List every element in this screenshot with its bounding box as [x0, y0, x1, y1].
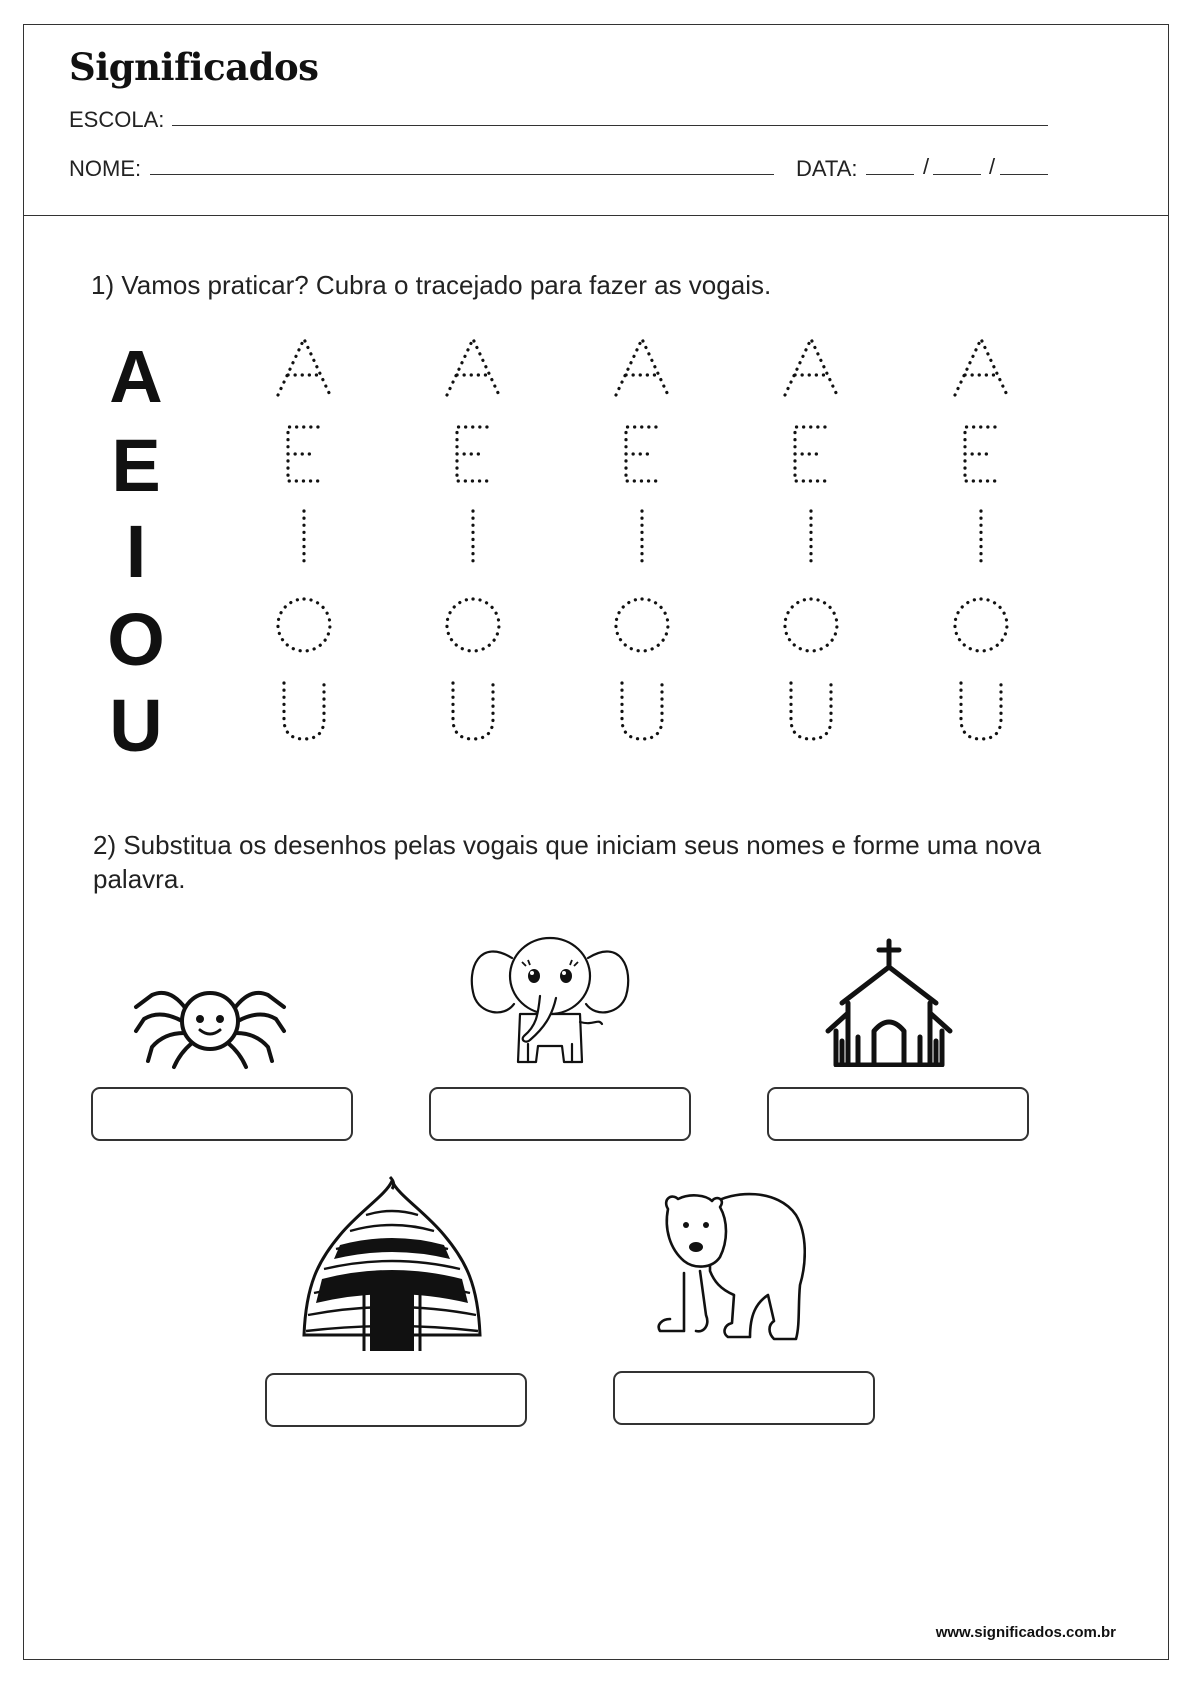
- tracing-letter-e[interactable]: [274, 423, 336, 485]
- vowel-model-o: O: [107, 598, 165, 681]
- bear-icon: [650, 1185, 806, 1345]
- header-divider: [24, 215, 1168, 216]
- answer-box-church[interactable]: [767, 1087, 1029, 1141]
- date-month-line[interactable]: [933, 174, 981, 175]
- tracing-letter-i[interactable]: [443, 509, 505, 571]
- tracing-letter-u[interactable]: [951, 681, 1013, 743]
- tracing-letter-e[interactable]: [612, 423, 674, 485]
- tracing-letter-o[interactable]: [612, 595, 674, 657]
- vowel-model-e: E: [111, 424, 161, 507]
- school-line[interactable]: [172, 125, 1048, 126]
- vowel-model-u: U: [109, 684, 163, 767]
- tracing-letter-a[interactable]: [612, 337, 674, 399]
- spider-icon: [130, 975, 290, 1071]
- tracing-letter-o[interactable]: [443, 595, 505, 657]
- answer-box-hut[interactable]: [265, 1373, 527, 1427]
- brand-logo: Significados: [69, 45, 319, 89]
- tracing-letter-u[interactable]: [612, 681, 674, 743]
- tracing-letter-o[interactable]: [781, 595, 843, 657]
- date-day-line[interactable]: [866, 174, 914, 175]
- exercise-1-instruction: 1) Vamos praticar? Cubra o tracejado para fazer as vogais.: [91, 270, 772, 300]
- church-icon: [824, 937, 954, 1067]
- date-slash: /: [989, 154, 996, 179]
- name-label: NOME:: [69, 156, 142, 181]
- answer-box-bear[interactable]: [613, 1371, 875, 1425]
- exercise-2-instruction: 2) Substitua os desenhos pelas vogais que iniciam seus nomes e forme uma nova palavra.: [93, 830, 1042, 894]
- worksheet: [23, 24, 1169, 1660]
- footer-url: www.significados.com.br: [935, 1624, 1116, 1641]
- date-label: DATA:: [796, 156, 858, 181]
- tracing-letter-u[interactable]: [274, 681, 336, 743]
- tracing-letter-a[interactable]: [443, 337, 505, 399]
- vowel-model-a: A: [109, 335, 163, 418]
- tracing-letter-o[interactable]: [274, 595, 336, 657]
- answer-box-spider[interactable]: [91, 1087, 353, 1141]
- elephant-icon: [466, 918, 634, 1068]
- tracing-letter-i[interactable]: [274, 509, 336, 571]
- tracing-letter-u[interactable]: [781, 681, 843, 743]
- date-year-line[interactable]: [1000, 174, 1048, 175]
- name-line[interactable]: [150, 174, 774, 175]
- tracing-letter-a[interactable]: [274, 337, 336, 399]
- tracing-letter-u[interactable]: [443, 681, 505, 743]
- hut-icon: [300, 1175, 484, 1359]
- school-label: ESCOLA:: [69, 107, 165, 132]
- tracing-letter-a[interactable]: [951, 337, 1013, 399]
- tracing-letter-a[interactable]: [781, 337, 843, 399]
- tracing-letter-e[interactable]: [951, 423, 1013, 485]
- tracing-letter-e[interactable]: [781, 423, 843, 485]
- tracing-letter-i[interactable]: [781, 509, 843, 571]
- tracing-letter-o[interactable]: [951, 595, 1013, 657]
- tracing-letter-e[interactable]: [443, 423, 505, 485]
- answer-box-elephant[interactable]: [429, 1087, 691, 1141]
- vowel-model-i: I: [125, 510, 147, 593]
- tracing-letter-i[interactable]: [951, 509, 1013, 571]
- tracing-letter-i[interactable]: [612, 509, 674, 571]
- date-slash: /: [923, 154, 930, 179]
